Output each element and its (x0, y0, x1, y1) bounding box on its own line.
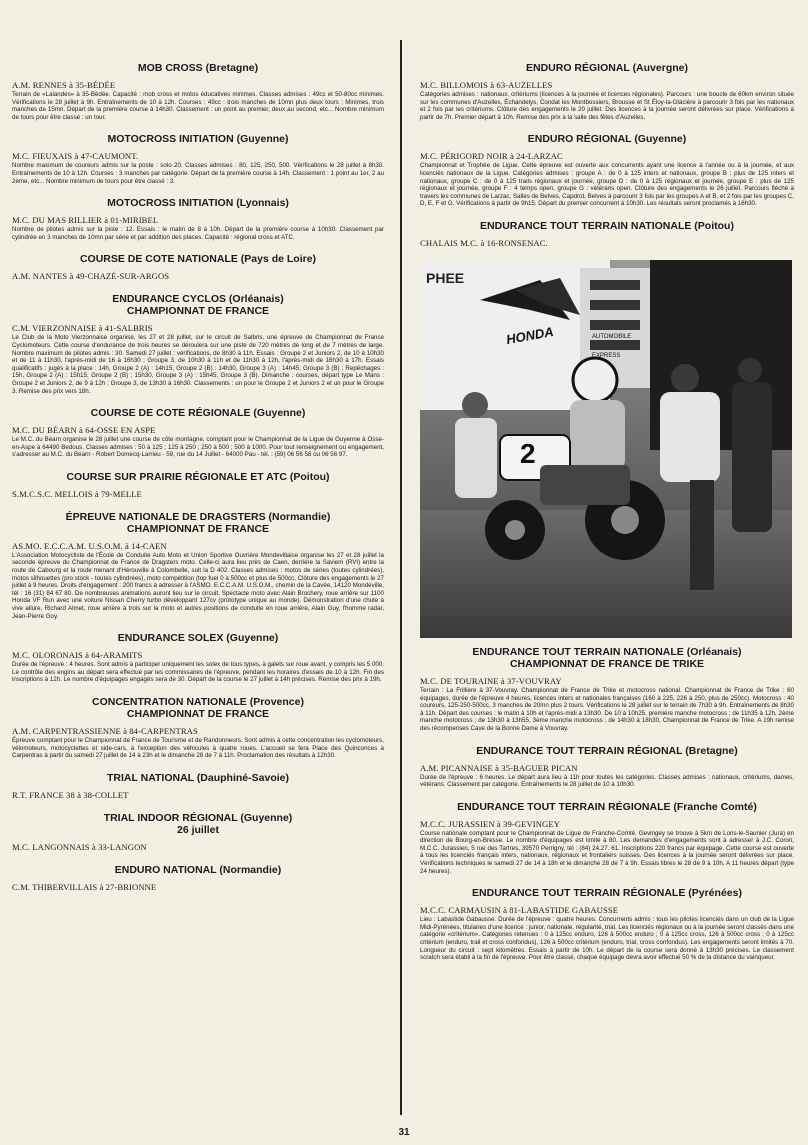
section-title-text: ENDURANCE TOUT TERRAIN RÉGIONALE (Pyrénées) (472, 887, 742, 900)
section-block (12, 864, 384, 892)
section-title-text: ENDURO NATIONAL (Normandie) (114, 863, 282, 876)
section-subtitle: CHAMPIONNAT DE FRANCE (126, 708, 270, 720)
section-block (420, 133, 794, 208)
section-title-text: COURSE DE COTE RÉGIONALE (Guyenne) (90, 407, 306, 420)
section-title-text: ENDURANCE TOUT TERRAIN RÉGIONAL (Bretagne) (476, 744, 738, 757)
section-title-text: ENDURANCE TOUT TERRAIN RÉGIONALE (Franche Comté) (457, 800, 757, 813)
section-block (420, 220, 794, 248)
organizer-line: M.C.C. JURASSIEN à 39-GEVINGEY (420, 818, 561, 829)
section-title-text: ENDURANCE TOUT TERRAIN NATIONALE (Poitou) (480, 219, 734, 232)
organizer-line: M.C. DU MAS RILLIER à 01-MIRIBEL (12, 215, 159, 226)
section-title (12, 864, 384, 876)
section-block (12, 471, 384, 499)
section-block (12, 812, 384, 852)
section-block (12, 133, 384, 185)
organizer-line: M.C. PÉRIGORD NOIR à 24-LARZAC (420, 151, 563, 162)
section-block (12, 772, 384, 800)
section-block (420, 62, 794, 121)
section-subtitle: CHAMPIONNAT DE FRANCE DE TRIKE (509, 657, 705, 670)
organizer-line: A.M. NANTES à 49-CHAZÉ-SUR-ARGOS (12, 271, 170, 282)
section-block (12, 293, 384, 395)
section-block (12, 253, 384, 281)
organizer-line: C.M. THIBERVILLAIS à 27-BRIONNE (12, 881, 157, 892)
left-column (12, 62, 384, 904)
section-block (420, 887, 794, 962)
organizer-line: A.M. CARPENTRASSIENNE à 84-CARPENTRAS (12, 726, 198, 736)
section-title-text: MOB CROSS (Bretagne) (137, 62, 259, 74)
section-block (420, 646, 794, 733)
section-title (420, 133, 794, 145)
photo-sign-honda: HONDA (505, 323, 555, 347)
photo-sign-automobile: AUTOMOBILE (592, 333, 632, 340)
section-title-text: TRIAL NATIONAL (Dauphiné-Savoie) (106, 771, 289, 784)
section-block (12, 197, 384, 241)
organizer-line: CHALAIS M.C. à 16-RONSENAC. (420, 237, 548, 248)
column-divider (400, 40, 402, 1115)
section-title (420, 646, 794, 670)
section-title-text: ENDURO RÉGIONAL (Guyenne) (527, 133, 687, 146)
section-block (12, 511, 384, 620)
section-title (420, 62, 794, 74)
section-title (12, 772, 384, 784)
organizer-line: R.T. FRANCE 38 à 38-COLLET (12, 789, 129, 800)
section-body: Durée de l'épreuve : 4 heures. Sont admis à participer uniquement les solex de tous types, à galets sur roue avant, y compris les 5 000. Le contrôle des engins au départ sera effectué par les commissaires de l'épreuve, pendant les horaires d'essais de 10 à 12h. Fin des inscriptions à 12h. Le nombre d'équipages engagés sera de 30. Départ de la course le 27 juillet à 14h précises. Remise des prix à 19h. (12, 661, 384, 684)
section-block (420, 745, 794, 789)
section-body: Le M.C. du Béarn organise le 28 juillet une course de côte montagne, comptant pour le Championnat de la Ligue de Guyenne à Osse-en-Aspe à 64490 Bedous. Classes admises : 50 à 125 ; 125 à 250 ; 250 à 500 ; 500 à 1000. Pour tout renseignement ou engagement, s'adresser au M.C. du Béarn - Robert Domecq-Larrieu - 59, rue du 14 Juillet - 64000 Pau - tél. : (59) 06 56 58 ou 06 56 97. (12, 436, 384, 459)
trike-race-image (420, 260, 792, 638)
organizer-line: AS.MO. E.C.C.A.M. U.S.O.M. à 14-CAEN (12, 540, 167, 551)
section-body: L'Association Motocycliste de l'École de Conduite Auto Moto et Union Sportive Ouvrière Mondevillaise organise les 27 et 28 juillet la seconde épreuve du Championnat de France de Dragsters moto. Celle-ci aura lieu près de Caen, derrière la Saviem (RVI) entre la route de Cabourg et la route menant d'Hérouville à Colombelle, soit la D 402. Classes admises : motos de séries (toutes cylindrées), motos silhouettes (pro stock - toutes cylindrées), moto compétition (top fuel 0 à 500cc et plus de 500cc. Clôture des engagements le 27 juillet à 9 heures. Droits d'engagement : 200 francs à adresser à l'ASMO. E.C.C.A.M. U.S.O.M., chemin de la Cavée, 14120 Mondeville, tél : 16 (31) 84 67 80. De nombreuses animations auront lieu sur le circuit. Spectacle moto avec Alain Brochery, roue arrière sur 1100 Honda VF Run avec une voiture Nissan Cherry turbo développant 127cv (prototype unique au monde). Démonstration d'une chute à vive allure, Richard Almet, roue arrière à trois sur la moto et autres positions de conduite en roue arrière, Alain Guy, l'homme radar, Jean-Pierre Goy. (12, 551, 384, 620)
organizer-line: M.C. OLORONAIS à 64-ARAMITS (12, 650, 143, 661)
section-body: Course nationale comptant pour le Championnat de Ligue de Franche-Comté. Gevingey se trouve à 5km de Lons-le-Saunier (Jura) en direction de Bourg-en-Bresse. Le nombre d'équipages est limité à 80. Les demandes d'engagements sont à adresser à J.C. Coron, M.C.C. Jurassien, 5 rue des Tartres, 39570 Perrigny, tél : (84) 24.27. 61. Inscriptions 220 francs par équipage. Cette course est ouverte à tous les licenciés français inters, nationaux, régionaux et frontaliers suisses. Des licences à la journée seront délivrées sur place. Vérifications techniques le samedi 27 de 14 à 18h et le dimanche 28 de 7 à 9h. Essais libres le 28 de 9 à 10h. A 11 heures départ (type 24 heures). (420, 829, 794, 875)
section-block (12, 407, 384, 459)
organizer-line: M.C. BILLOMOIS à 63-AUZELLES (420, 80, 553, 90)
organizer-line: C.M. VIERZONNAISE à 41-SALBRIS (12, 323, 153, 334)
section-body: Nombre de pilotes admis sur la piste : 12. Essais : le matin de 8 à 10h. Départ de la première course à 10h30. Classement par cylindrée en 3 manches de 10mn par série et par addition des places. Capacité : régional cross et ATC. (12, 226, 384, 241)
section-body: Terrain de «Lalandes» à 35-Bédée. Capacité : mob cross et motos éducatives minimes. Classes admises : 49cc et 50-80cc minimes. Vérifications le 28 juillet à 9h. Entraînements de 10 à 12h. Courses : 49cc : trois manches de 10mn plus deux tours ; Minimes, trois manches de 15mn. Départ de la première course à 14h30. Classement : un point au premier, deux au second, etc... Nombre minimum de tours pour être classé : un tour. (12, 91, 384, 121)
race-photo (420, 260, 792, 638)
section-block (12, 62, 384, 121)
section-title (420, 887, 794, 899)
section-title-text: CONCENTRATION NATIONALE (Provence) (92, 696, 304, 708)
section-body: Championnat et Trophée de Ligue. Cette épreuve est ouverte aux concurrents ayant une licence à l'année ou à la journée, et aux licenciés nationaux de la Ligue. Catégories admises : groupe A : de 0 à 125 inters et nationaux, groupe B : plus de 125 inters et nationaux, groupe C : de 0 à 125 trails régionaux et journée, groupe D : de 0 à 125 régionaux et journée, groupe E : plus de 125 régionaux et journée, groupe F : 4 temps open, groupe G : vétérans open. Clôture des engagements le 26 juillet. Parcours fléché à travers les communes de Larzac, Salles de Belves, Capdrot, Belves à parcourir 3 fois par les groupes A et B, et 2 fois par les groupes C, D, E, F et G. Vérifications à partir de 9h15. Départ du premier concurrent à 10h30. Les résultats seront proclamés à 16h30. (420, 162, 794, 208)
section-title (12, 253, 384, 265)
organizer-line: A.M. RENNES à 35-BÉDÉE (12, 80, 116, 90)
organizer-line: M.C. FIEUXAIS à 47-CAUMONT. (12, 151, 139, 162)
section-subtitle: 26 juillet (176, 823, 219, 836)
section-body: Lieu : Labastide Gabausse. Durée de l'épreuve : quatre heures. Concurrents admis : tous les pilotes licenciés dans un club de la Ligue Midi-Pyrénées, titulaires d'une licence : junior, nationale, régularité, trial. Les licenciés régionaux ou à la journée seront classés dans une catégorie «critérium». Catégories retenues : 0 à 125cc enduro, 126 à 500cc enduro ; 0 à 125cc cross, 126 à 500cc cross ; 0 à 125cc critérium (enduro, trail et cross confondus), 126 à 500cc critérium (enduro, trial, cross confondus). Les engagements seront limités à 70. Longueur du circuit : sept kilomètres. Essais à partir de 10h. Le départ de la course sera donné à 13h30 précises. Le classement scratch sera établi à la fin de l'épreuve. Pour être classé, chaque équipage devra avoir effectué 50 % de la distance du vainqueur. (420, 916, 794, 962)
section-title-text: TRIAL INDOOR RÉGIONAL (Guyenne) (103, 811, 293, 824)
right-column (420, 62, 794, 974)
section-title (12, 407, 384, 419)
section-title (12, 632, 384, 644)
section-title (12, 511, 384, 535)
section-body: Catégories admises : nationaux, critériums (licences à la journée et licences régionales). Parcours : une boucle de 60km environ située sur les communes d'Auzelles, Échandelys, Condat les Montbossiers, Brousse et St Éloy-la-Glacière à parcourir 3 fois par les nationaux et 2 fois par les critériums. Clôture des engagements le 20 juillet. Des licences à la journée seront délivrées sur place. Vérifications à partir de 7h. Premier départ à 10h. Remise des prix à la salle des fêtes d'Auzelles. (420, 91, 794, 121)
organizer-line: M.C. DE TOURAINE à 37-VOUVRAY (420, 675, 562, 686)
section-title (12, 471, 384, 483)
section-title-text: COURSE DE COTE NATIONALE (Pays de Loire) (79, 253, 317, 266)
photo-number-plate: 2 (520, 437, 536, 469)
organizer-line: M.C.C. CARMAUSIN à 81-LABASTIDE GABAUSSE (420, 905, 619, 916)
section-title (12, 696, 384, 720)
section-title (12, 62, 384, 74)
photo-shirt-text: PHEE (426, 269, 465, 286)
section-body: Nombre maximum de coureurs admis sur la poste : solo 20. Classes admises : 80, 125, 250, 500. Vérifications le 28 juillet à 8h30. Entraînements de 10 à 12h. Courses : 3 manches par catégorie. Départ de la première course à 14h. Classement : 1 point au 1er, 2 au 2ème, etc... Nombre minimum de tours pour être classé : 3. (12, 162, 384, 185)
section-block (12, 632, 384, 684)
section-title (420, 220, 794, 232)
organizer-line: M.C. DU BÉARN à 64-OSSE EN ASPE (12, 425, 156, 436)
section-title-text: ENDURO RÉGIONAL (Auvergne) (526, 62, 688, 74)
section-title-text: ENDURANCE CYCLOS (Orléanais) (112, 293, 284, 306)
section-title (12, 812, 384, 836)
organizer-line: S.M.C.S.C. MELLOIS à 79-MELLE (12, 488, 142, 499)
section-title (12, 133, 384, 145)
section-body: Le Club de la Moto Vierzonnaise organise, les 27 et 28 juillet, sur le circuit de Salbris, une épreuve de Championnat de France Cyclomoteurs. Cette course d'endurance de trois heures se déroulera sur une piste de 720 mètres de long et de 7 mètres de large. Nombre maximum de pilotes admis : 30. Samedi 27 juillet : vérifications, de 8h30 à 11h. Essais : Groupe 2 et Juniors 2, de 10 à 10h30 et de 11 à 11h30, l'après-midi de 16 à 16h30 ; Groupe 3, de 10h30 à 11h et de 11h30 à 12h, l'après-midi de 16h30 à 17h. Essais qualificatifs : jugés à la place : 14h, Groupe 2 (A) : 14h15, Groupe 2 (B) : 14h30, Groupe 3 (A) : 14h45, Groupe 3 (B) ; Repêchages : 15h, Groupe 2 (A) : 15h15, Groupe 2 (B) ; 15h30, Groupe 3 (A) : 15h45, Groupe 3 (B). Dimanche : courses, départ type Le Mans : Groupe 2 et Juniors 2, de 9 à 12h ; Groupe 3, de 13h30 à 16h30. Classements : un pour le Groupe 2 et Juniors 2 et un pour le Groupe 3. Remise des prix vers 18h. (12, 334, 384, 395)
section-title-text: ÉPREUVE NATIONALE DE DRAGSTERS (Normandie) (65, 510, 331, 523)
section-title-text: ENDURANCE SOLEX (Guyenne) (117, 632, 279, 645)
section-block (12, 696, 384, 760)
section-subtitle: CHAMPIONNAT DE FRANCE (126, 305, 270, 318)
section-title-text: MOTOCROSS INITIATION (Guyenne) (107, 133, 289, 146)
section-title (420, 745, 794, 757)
section-body: Épreuve comptant pour le Championnat de France de Tourisme et de Randonneurs. Sont admis à cette concentration les cyclomoteurs, vélomoteurs, motocyclettes et side-cars, à l'exception des véhicules à quatre roues. L'accueil se fera Place des Quinconces à Carpentras à partir du samedi 27 juillet de 14 à 23h et le dimanche 28 de 7 à 11h. Proclamation des résultats à 12h30. (12, 737, 384, 760)
photo-sign-express: EXPRESS (592, 352, 621, 359)
section-title (12, 197, 384, 209)
section-subtitle: CHAMPIONNAT DE FRANCE (126, 522, 270, 535)
organizer-line: M.C. LANGONNAIS à 33-LANGON (12, 841, 147, 852)
section-title-text: MOTOCROSS INITIATION (Lyonnais) (107, 197, 289, 210)
section-title-text: ENDURANCE TOUT TERRAIN NATIONALE (Orléanais) (472, 645, 742, 658)
section-title (420, 801, 794, 813)
section-title-text: COURSE SUR PRAIRIE RÉGIONALE ET ATC (Poitou) (66, 470, 330, 483)
section-block (420, 801, 794, 876)
section-body: Terrain : La Frillière à 37-Vouvray. Championnat de France de Trike et motocross national. Championnat de France de Trike : 60 équipages, durée de l'épreuve 4 heures, licences inters et nationales françaises (160 à 225, 226 à 250, plus de 250cc). Motocross : 40 coureurs, 125-250-500cc, 3 manches de 20mn plus 2 tours. Vérifications le 28 juillet sur le terrain de 7h30 à 9h. Entraînements de 8h30 à 11h. Départ des courses : le matin à 10h et l'après-midi à 13h30. De 10 à 10h25, première manche motocross ; de 11h35 à 12h, 2ème manche motocross ; de 13h30 à 13h55, 3ème manche motocross ; de 14h30 à 18h30, Championnat de France de Trike. A 19h remise des récompenses Cave de la Bonne Dame à Vouvray. (420, 686, 794, 732)
section-body: Durée de l'épreuve : 6 heures. Le départ aura lieu à 11h pour toutes les catégories. Classes admises : nationaux, critériums, dames, vétérans. Classement par catégorie. Entraînements le 28 juillet de 10 à 10h30. (420, 773, 794, 789)
section-title (12, 293, 384, 317)
organizer-line: A.M. PICANNAISE à 35-BAGUER PICAN (420, 762, 578, 773)
page-number: 31 (398, 1127, 410, 1138)
